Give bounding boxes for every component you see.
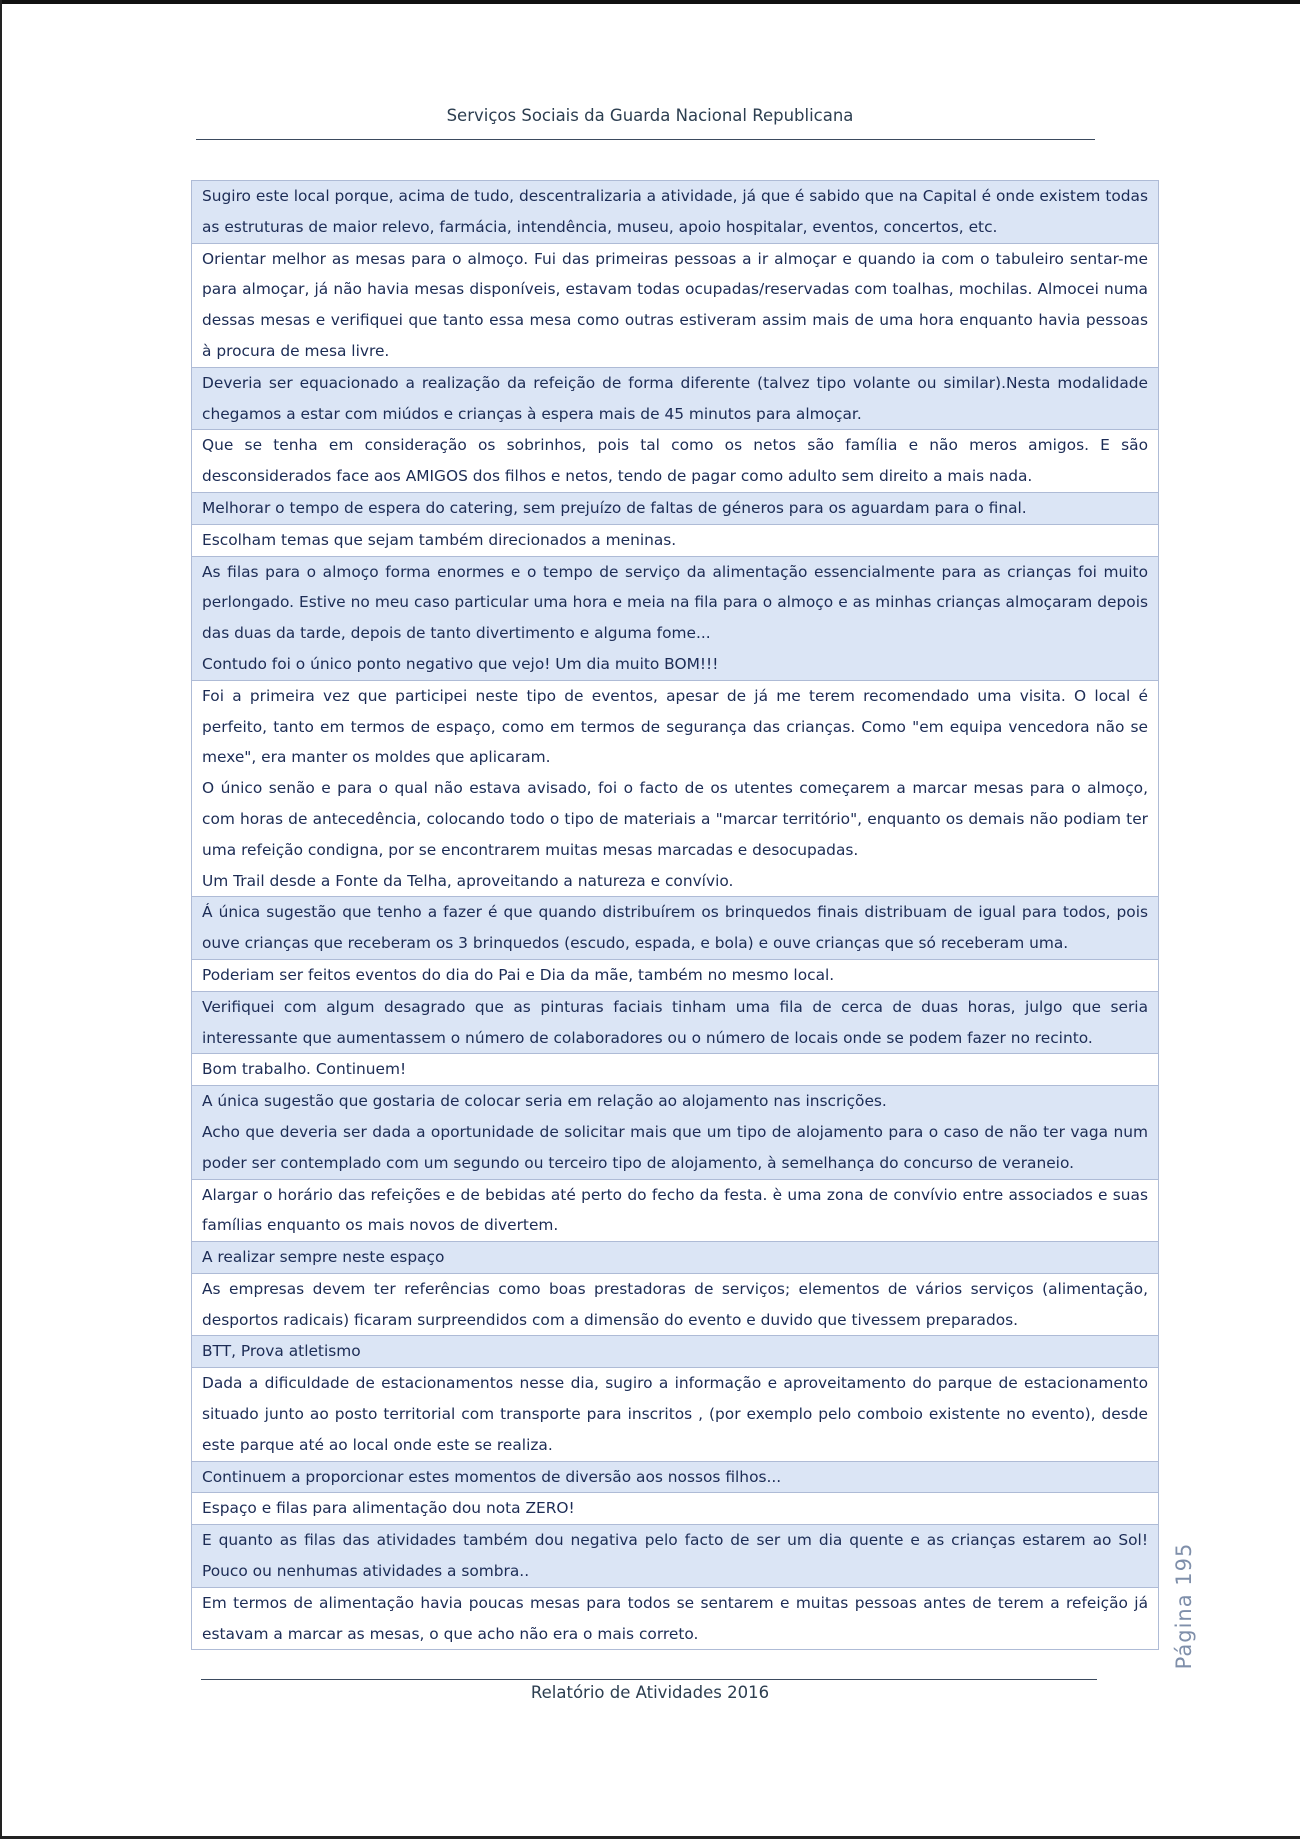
comment-row <box>192 1086 1158 1179</box>
header-divider <box>196 139 1095 140</box>
comment-text: Bom trabalho. Continuem! <box>202 1060 407 1079</box>
comment-row <box>192 1054 1158 1086</box>
page-header-title: Serviços Sociais da Guarda Nacional Republicana <box>446 106 854 125</box>
comment-text: Verifiquei com algum desagrado que as pinturas faciais tinham uma fila de cerca de duas horas, julgo que seria interessante que aumentassem o número de colaboradores ou o número de locais onde se podem fazer no recinto. <box>202 997 1148 1047</box>
comment-text: Contudo foi o único ponto negativo que vejo! Um dia muito BOM!!! <box>202 654 719 673</box>
page-number: Página 195 <box>1172 1542 1196 1670</box>
comment-text: Sugiro este local porque, acima de tudo, descentralizaria a atividade, já que é sabido que na Capital é onde existem todas as estruturas de maior relevo, farmácia, intendência, museu, apoio hospitalar, eventos, concertos, etc. <box>202 187 1148 236</box>
comment-row <box>192 244 1158 368</box>
page-footer-title: Relatório de Atividades 2016 <box>530 1683 770 1702</box>
comment-text: As filas para o almoço forma enormes e o tempo de serviço da alimentação essencialmente para as crianças foi muito perlongado. Estive no meu caso particular uma hora e meia na fila para o almoço e as minhas crianças almoçaram depois das duas da tarde, depois de tanto divertimento e alguma fome... <box>202 562 1148 643</box>
comment-text: Escolham temas que sejam também direcionados a meninas. <box>202 530 677 549</box>
comment-row <box>192 368 1158 431</box>
scan-edge-top <box>0 0 1300 4</box>
comment-row <box>192 1588 1158 1651</box>
comment-text: Foi a primeira vez que participei neste tipo de eventos, apesar de já me terem recomendado uma visita. O local é perfeito, tanto em termos de espaço, como em termos de segurança das crianças. Como "em equipa vencedora não se mexe", era manter os moldes que aplicaram. <box>202 686 1148 767</box>
comment-text: Espaço e filas para alimentação dou nota ZERO! <box>202 1499 575 1518</box>
comment-text: Melhorar o tempo de espera do catering, sem prejuízo de faltas de géneros para os aguardam para o final. <box>202 498 1027 517</box>
comment-text: Alargar o horário das refeições e de bebidas até perto do fecho da festa. è uma zona de convívio entre associados e suas famílias enquanto os mais novos de divertem. <box>202 1185 1148 1235</box>
comment-row <box>192 525 1158 557</box>
comment-row <box>192 1368 1158 1461</box>
comment-text: E quanto as filas das atividades também dou negativa pelo facto de ser um dia quente e as crianças estarem ao Sol! Pouco ou nenhumas atividades a sombra.. <box>202 1531 1148 1581</box>
comments-table <box>191 180 1159 1650</box>
comment-text: A realizar sempre neste espaço <box>202 1248 445 1267</box>
comment-row <box>192 1493 1158 1525</box>
comment-text: As empresas devem ter referências como boas prestadoras de serviços; elementos de vários serviços (alimentação, desportos radicais) ficaram surpreendidos com a dimensão do evento e duvido que tivessem preparados. <box>202 1279 1148 1329</box>
comment-row <box>192 1336 1158 1368</box>
comment-row <box>192 681 1158 898</box>
comment-text: O único senão e para o qual não estava avisado, foi o facto de os utentes começarem a marcar mesas para o almoço, com horas de antecedência, colocando todo o tipo de materiais a "marcar território", enquanto os demais não podiam ter uma refeição condigna, por se encontrarem muitas mesas marcadas e desocupadas. <box>202 779 1148 859</box>
comment-text: Em termos de alimentação havia poucas mesas para todos se sentarem e muitas pessoas antes de terem a refeição já estavam a marcar as mesas, o que acho não era o mais correto. <box>202 1593 1148 1643</box>
comment-row <box>192 960 1158 992</box>
comment-row <box>192 897 1158 960</box>
comment-text: Dada a dificuldade de estacionamentos nesse dia, sugiro a informação e aproveitamento do parque de estacionamento situado junto ao posto territorial com transporte para inscritos , (por exemplo pelo comboio existente no evento), desde este parque até ao local onde este se realiza. <box>202 1374 1148 1454</box>
comment-row <box>192 1462 1158 1494</box>
comment-text: Á única sugestão que tenho a fazer é que quando distribuírem os brinquedos finais distribuam de igual para todos, pois ouve crianças que receberam os 3 brinquedos (escudo, espada, e bola) e ouve crianças que só receberam uma. <box>202 903 1148 953</box>
comment-row <box>192 493 1158 525</box>
comment-text: Poderiam ser feitos eventos do dia do Pai e Dia da mãe, também no mesmo local. <box>202 965 835 984</box>
comment-text: Acho que deveria ser dada a oportunidade de solicitar mais que um tipo de alojamento para o caso de não ter vaga num poder ser contemplado com um segundo ou terceiro tipo de alojamento, à semelhança do concurso de veraneio. <box>202 1122 1148 1172</box>
footer-divider <box>201 1679 1097 1680</box>
comment-text: Um Trail desde a Fonte da Telha, aproveitando a natureza e convívio. <box>202 871 734 890</box>
comment-row <box>192 1525 1158 1588</box>
comment-row <box>192 992 1158 1055</box>
comment-text: Deveria ser equacionado a realização da refeição de forma diferente (talvez tipo volante ou similar).Nesta modalidade chegamos a estar com miúdos e crianças à espera mais de 45 minutos para almoçar. <box>202 373 1148 423</box>
comment-row <box>192 1274 1158 1337</box>
comment-text: Que se tenha em consideração os sobrinhos, pois tal como os netos são família e não meros amigos. E são desconsiderados face aos AMIGOS dos filhos e netos, tendo de pagar como adulto sem direito a mais nada. <box>202 436 1148 486</box>
comment-row <box>192 1242 1158 1274</box>
comment-text: Orientar melhor as mesas para o almoço. Fui das primeiras pessoas a ir almoçar e quando ia com o tabuleiro sentar-me para almoçar, já não havia mesas disponíveis, estavam todas ocupadas/reservadas com toalhas, mochilas. Almocei numa dessas mesas e verifiquei que tanto essa mesa como outras estiveram assim mais de uma hora enquanto havia pessoas à procura de mesa livre. <box>202 249 1148 360</box>
scan-edge-left <box>0 0 2 1839</box>
comment-row <box>192 430 1158 493</box>
comment-row <box>192 1180 1158 1243</box>
comment-text: BTT, Prova atletismo <box>202 1342 361 1361</box>
comment-text: Continuem a proporcionar estes momentos de diversão aos nossos filhos... <box>202 1467 782 1486</box>
comment-row <box>192 557 1158 681</box>
comment-row <box>192 181 1158 244</box>
comment-text: A única sugestão que gostaria de colocar seria em relação ao alojamento nas inscrições. <box>202 1092 887 1111</box>
